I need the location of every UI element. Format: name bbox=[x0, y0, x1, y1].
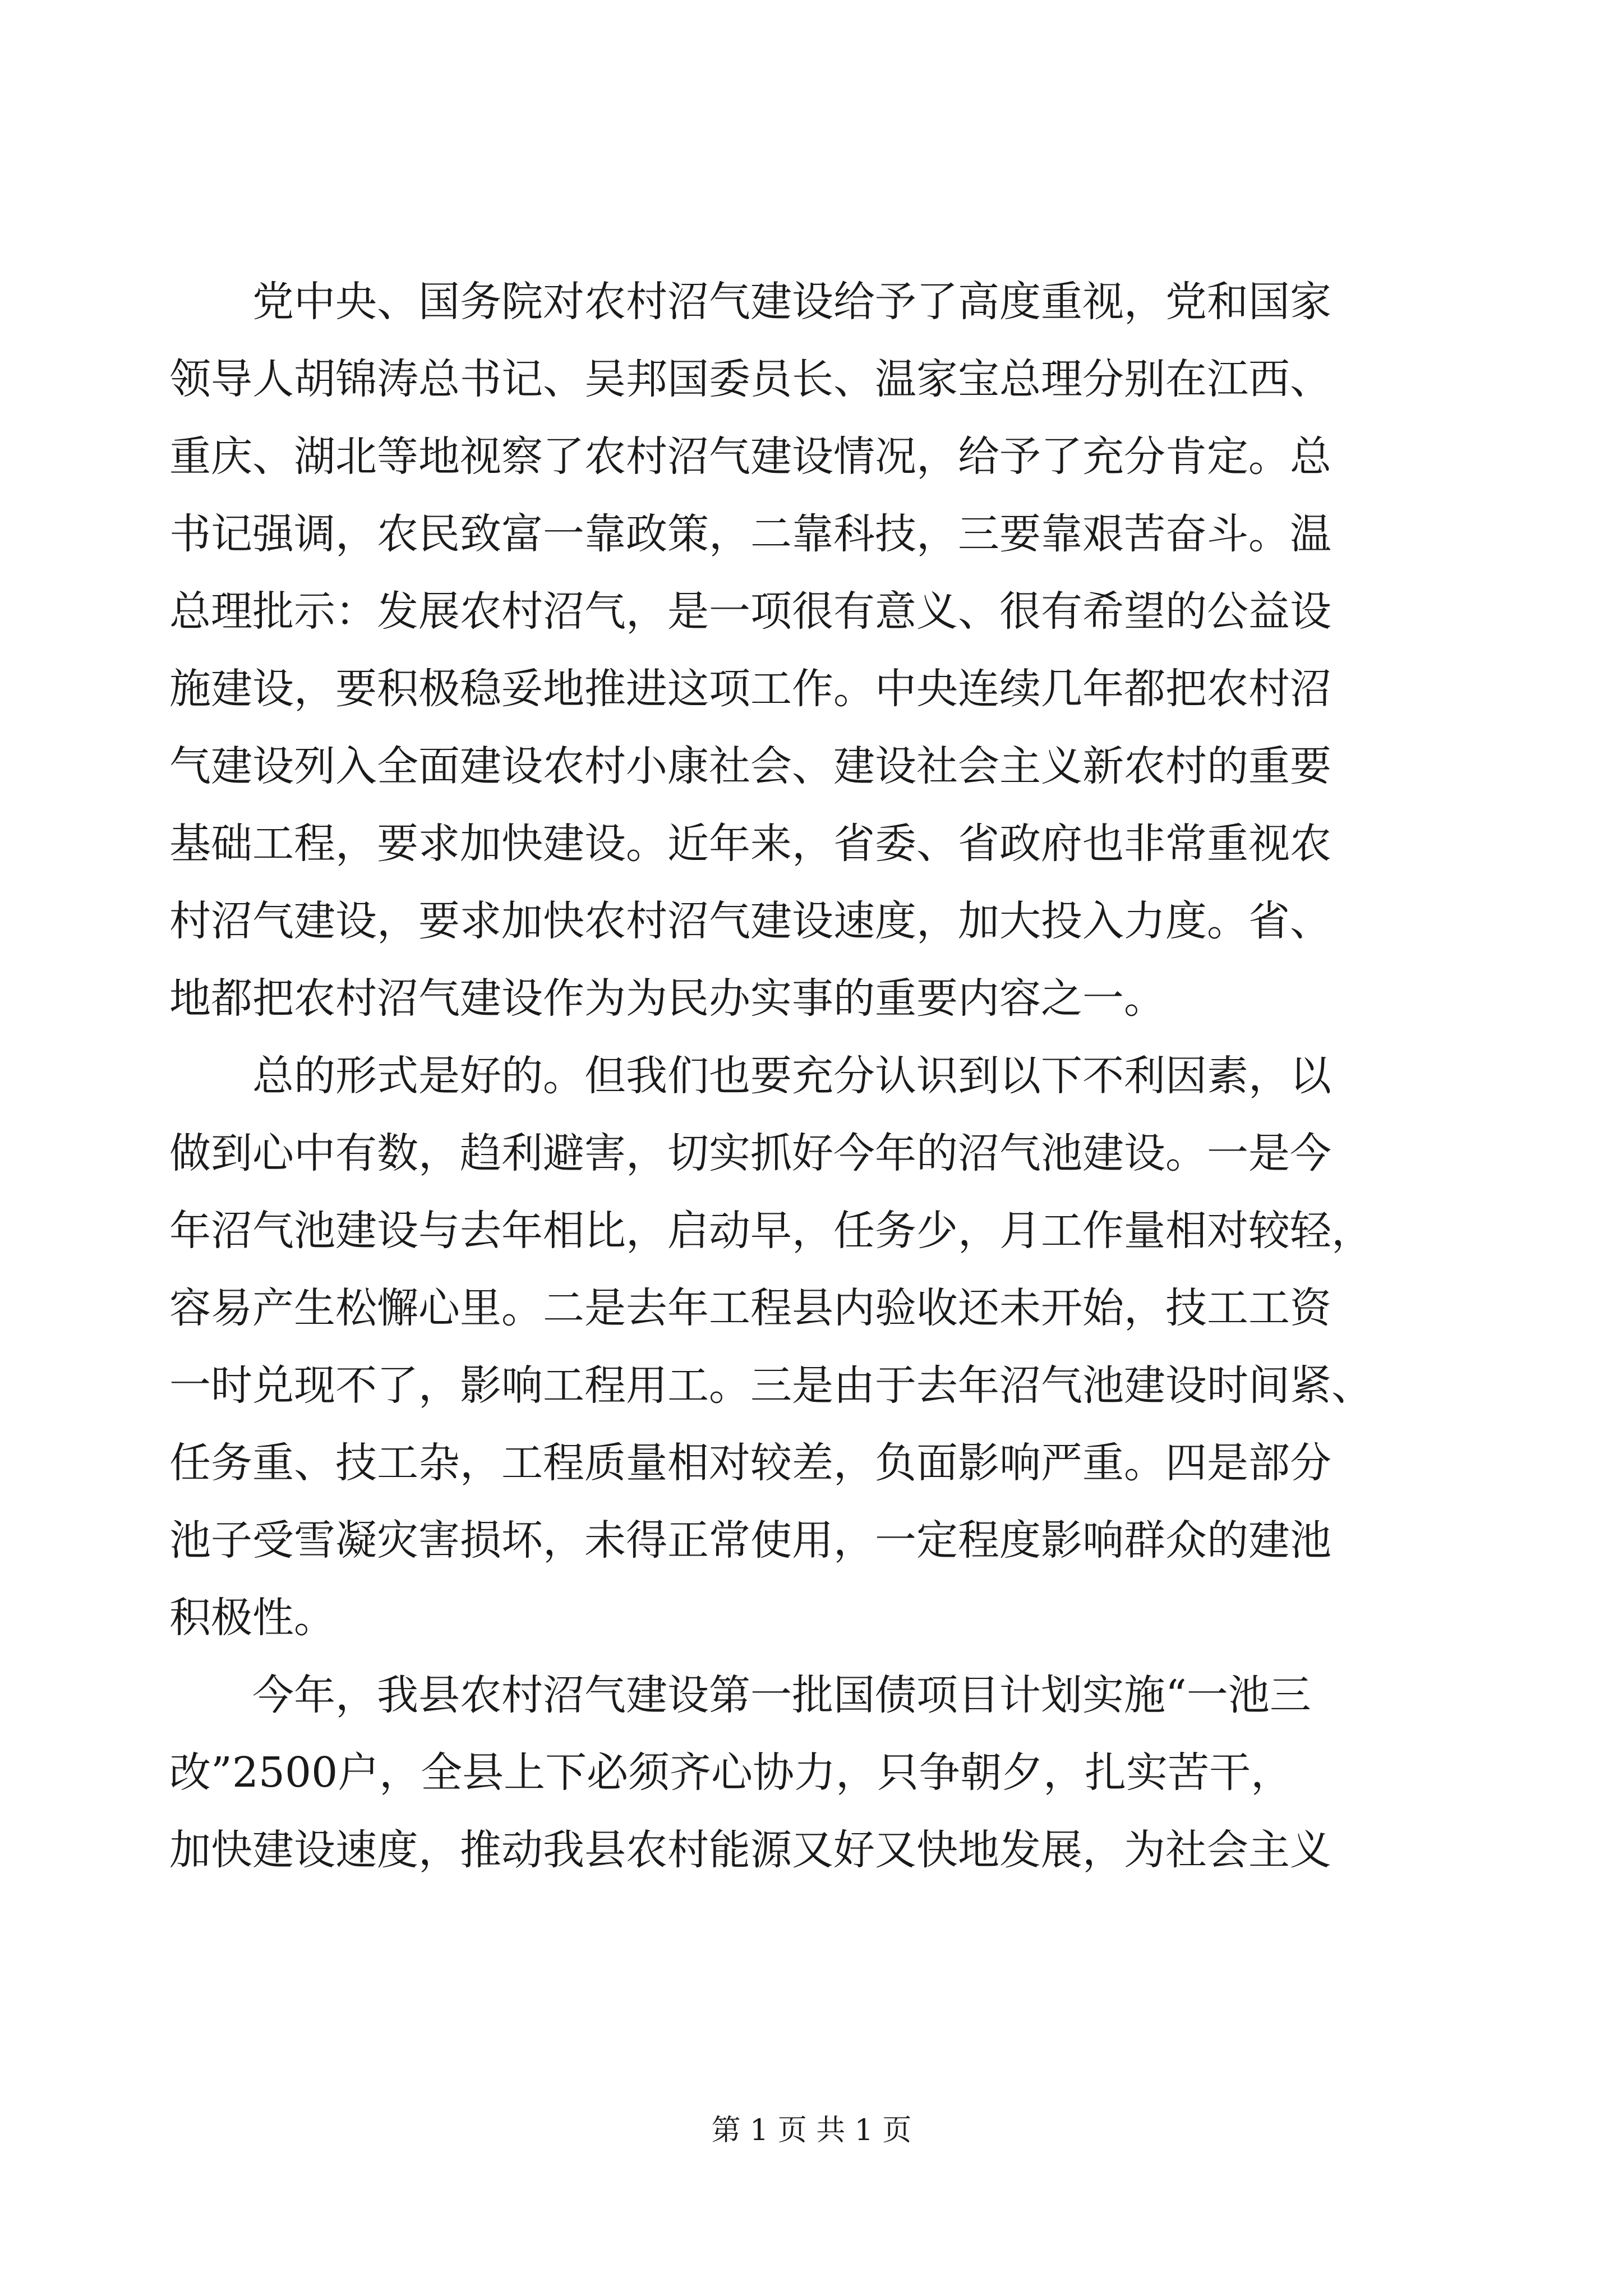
text-line: 今年，我县农村沼气建设第一批国债项目计划实施“一池三 bbox=[252, 1671, 1311, 1719]
text-line: 书记强调，农民致富一靠政策，二靠科技，三要靠艰苦奋斗。温 bbox=[169, 510, 1331, 558]
text-line: 气建设列入全面建设农村小康社会、建设社会主义新农村的重要 bbox=[169, 742, 1331, 790]
text-line: 改”2500户，全县上下必须齐心协力，只争朝夕，扎实苦干， bbox=[169, 1749, 1293, 1797]
text-line: 做到心中有数，趋利避害，切实抓好今年的沼气池建设。一是今 bbox=[169, 1129, 1331, 1177]
text-line: 地都把农村沼气建设作为为民办实事的重要内容之一。 bbox=[169, 974, 1165, 1023]
text-line: 党中央、国务院对农村沼气建设给予了高度重视，党和国家 bbox=[252, 278, 1331, 326]
text-line: 重庆、湖北等地视察了农村沼气建设情况，给予了充分肯定。总 bbox=[169, 432, 1331, 481]
text-line: 池子受雪凝灾害损坏，未得正常使用，一定程度影响群众的建池 bbox=[169, 1516, 1331, 1565]
text-line: 基础工程，要求加快建设。近年来，省委、省政府也非常重视农 bbox=[169, 820, 1331, 868]
text-line: 施建设，要积极稳妥地推进这项工作。中央连续几年都把农村沼 bbox=[169, 665, 1331, 713]
text-line: 任务重、技工杂，工程质量相对较差，负面影响严重。四是部分 bbox=[169, 1439, 1331, 1487]
text-line: 一时兑现不了，影响工程用工。三是由于去年沼气池建设时间紧、 bbox=[169, 1361, 1373, 1410]
text-line: 领导人胡锦涛总书记、吴邦国委员长、温家宝总理分别在江西、 bbox=[169, 355, 1331, 403]
text-line: 加快建设速度，推动我县农村能源又好又快地发展，为社会主义 bbox=[169, 1826, 1331, 1874]
text-line: 总的形式是好的。但我们也要充分认识到以下不利因素，以 bbox=[252, 1052, 1331, 1100]
text-line: 积极性。 bbox=[169, 1594, 335, 1642]
text-line: 年沼气池建设与去年相比，启动早，任务少，月工作量相对较轻， bbox=[169, 1207, 1373, 1255]
text-line: 容易产生松懈心里。二是去年工程县内验收还未开始，技工工资 bbox=[169, 1284, 1331, 1332]
text-line: 总理批示：发展农村沼气，是一项很有意义、很有希望的公益设 bbox=[169, 587, 1331, 636]
text-line: 村沼气建设，要求加快农村沼气建设速度，加大投入力度。省、 bbox=[169, 897, 1331, 945]
page-footer: 第 1 页 共 1 页 bbox=[711, 2114, 912, 2147]
